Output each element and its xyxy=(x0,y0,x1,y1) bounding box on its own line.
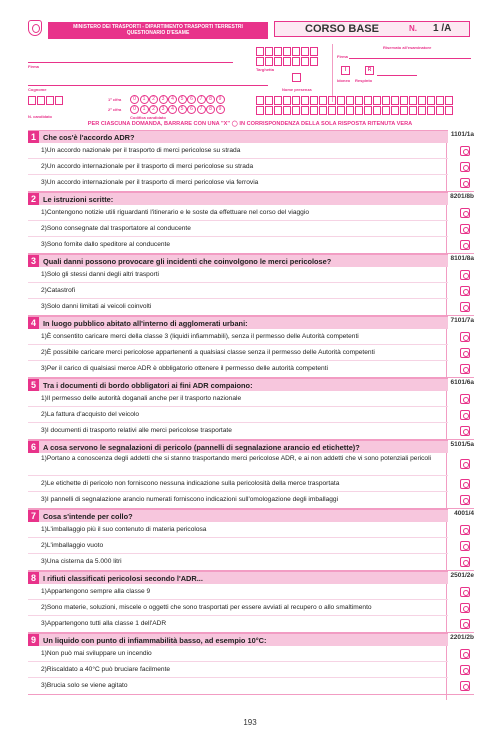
question-code: 5101/5a xyxy=(450,441,474,448)
form-number: 1 /A xyxy=(433,23,452,34)
answer-text: 3)Una cisterna da 5.000 litri xyxy=(41,558,122,565)
question-text: Quali danni possono provocare gli incidenti che coinvolgono le merci pericolose? xyxy=(43,257,332,266)
question-number: 6 xyxy=(28,441,39,453)
answer-option xyxy=(28,407,448,423)
answer-text: 3)Solo danni limitati ai veicoli coinvolti xyxy=(41,303,152,310)
answer-list xyxy=(28,646,448,694)
question-3 xyxy=(28,254,474,316)
form-header xyxy=(28,20,474,42)
question-2 xyxy=(28,192,474,254)
answer-text: 2)La fattura d'acquisto del veicolo xyxy=(41,411,140,418)
question-number: 7 xyxy=(28,510,39,522)
examiner-firma-line[interactable] xyxy=(349,58,471,59)
question-6 xyxy=(28,440,474,509)
answer-option xyxy=(28,646,448,662)
answer-text: 2)L'imballaggio vuoto xyxy=(41,542,104,549)
question-header xyxy=(28,254,448,267)
answer-checkbox[interactable] xyxy=(460,302,470,312)
answer-option xyxy=(28,522,448,538)
answer-list xyxy=(28,329,448,377)
targhetta-boxes[interactable] xyxy=(256,47,319,56)
questionnaire-label: QUESTIONARIO D'ESAME xyxy=(126,29,190,36)
answer-option xyxy=(28,159,448,175)
question-9 xyxy=(28,633,474,695)
answer-option xyxy=(28,662,448,678)
answer-checkbox[interactable] xyxy=(460,286,470,296)
course-box xyxy=(274,21,470,37)
answer-checkbox[interactable] xyxy=(460,665,470,675)
question-text: I rifiuti classificati pericolosi secondo l'ADR... xyxy=(43,574,203,583)
answer-text: 2)Catastrofi xyxy=(41,287,76,294)
answer-option xyxy=(28,175,448,191)
cifra1-label: 1ª cifra xyxy=(108,97,122,102)
ncandidato-boxes[interactable] xyxy=(28,96,64,105)
targhetta-boxes-2[interactable] xyxy=(256,57,319,66)
question-code: 2201/2b xyxy=(450,634,474,641)
nome-box[interactable] xyxy=(292,73,301,82)
answer-checkbox[interactable] xyxy=(460,270,470,280)
examiner-section xyxy=(332,44,474,102)
question-header xyxy=(28,130,448,143)
nome-label: Nome presenza xyxy=(282,87,312,92)
question-number: 5 xyxy=(28,379,39,391)
ministry-name: MINISTERO DEI TRASPORTI - DIPARTIMENTO TRASPORTI TERRESTRI xyxy=(73,24,243,30)
question-number: 1 xyxy=(28,131,39,143)
answer-checkbox[interactable] xyxy=(460,240,470,250)
course-title: CORSO BASE xyxy=(305,23,379,35)
targhetta-label: Targhetta xyxy=(256,67,274,72)
answer-option xyxy=(28,600,448,616)
answer-checkbox[interactable] xyxy=(460,603,470,613)
answer-option xyxy=(28,221,448,237)
answer-text: 1)Contengono notizie utili riguardanti l'itinerario e le soste da effettuare nel corso del viaggio xyxy=(41,209,309,216)
firma-line[interactable] xyxy=(28,62,233,63)
firma-label: Firma xyxy=(28,64,39,69)
question-code: 6101/6a xyxy=(450,379,474,386)
answer-text: 3)Un accordo internazionale per il trasporto di merci pericolose via ferrovia xyxy=(41,179,259,186)
answer-text: 3)Brucia solo se viene agitato xyxy=(41,682,128,689)
answer-checkbox[interactable] xyxy=(460,649,470,659)
answer-option xyxy=(28,299,448,315)
digit-row-1[interactable]: 0 1 2 3 4 5 6 7 8 9 xyxy=(130,95,225,104)
answer-text: 1)Solo gli stessi danni degli altri trasporti xyxy=(41,271,160,278)
question-code: 7101/7a xyxy=(450,317,474,324)
answer-checkbox[interactable] xyxy=(460,541,470,551)
answer-text: 3)Appartengono tutti alla classe 1 dell'ADR xyxy=(41,620,167,627)
question-header xyxy=(28,378,448,391)
instructions: PER CIASCUNA DOMANDA, BARRARE CON UNA "X" ◯ IN CORRISPONDENZA DELLA SOLA RISPOSTA RITENUTA VERA xyxy=(87,121,413,127)
answer-list xyxy=(28,205,448,253)
answer-text: 1)Il permesso delle autorità doganali anche per il trasporto nazionale xyxy=(41,395,242,402)
question-code: 8201/8b xyxy=(450,193,474,200)
question-text: A cosa servono le segnalazioni di pericolo (pannelli di segnalazione arancio ed etichette)? xyxy=(43,443,360,452)
answer-option xyxy=(28,361,448,377)
answer-text: 1)Appartengono sempre alla classe 9 xyxy=(41,588,151,595)
question-code: 1101/1a xyxy=(450,131,474,138)
answer-checkbox[interactable] xyxy=(460,495,470,505)
answer-text: 1)Un accordo nazionale per il trasporto di merci pericolose su strada xyxy=(41,147,241,154)
question-code: 4001/4 xyxy=(454,510,474,517)
answer-checkbox[interactable] xyxy=(460,364,470,374)
answer-text: 3)Per il carico di qualsiasi merce ADR è obbligatorio ottenere il permesso delle autorità competenti xyxy=(41,365,328,372)
question-number: 8 xyxy=(28,572,39,584)
answer-checkbox[interactable] xyxy=(460,224,470,234)
answer-checkbox[interactable] xyxy=(460,525,470,535)
answer-checkbox[interactable] xyxy=(460,426,470,436)
answer-option xyxy=(28,345,448,361)
answer-text: 3)I pannelli di segnalazione arancio numerati forniscono indicazioni sull'omologazione degli imballaggi xyxy=(41,496,339,503)
answer-option xyxy=(28,267,448,283)
respinto-label: Respinto xyxy=(355,78,373,83)
answer-checkbox[interactable] xyxy=(460,394,470,404)
answer-list xyxy=(28,522,448,570)
answer-checkbox[interactable] xyxy=(460,557,470,567)
answer-option xyxy=(28,492,448,508)
question-text: Che cos'è l'accordo ADR? xyxy=(43,133,135,142)
answer-list xyxy=(28,267,448,315)
ncandidato-label: N. candidato xyxy=(28,114,53,119)
question-number: 9 xyxy=(28,634,39,646)
answer-text: 2)Riscaldato a 40°C può bruciare facilmente xyxy=(41,666,171,673)
question-header xyxy=(28,509,448,522)
answer-checkbox[interactable] xyxy=(460,681,470,691)
answer-option xyxy=(28,237,448,253)
codifica-boxes-1[interactable] xyxy=(256,96,454,105)
answer-option xyxy=(28,476,448,492)
answer-checkbox[interactable] xyxy=(460,332,470,342)
answer-checkbox[interactable] xyxy=(460,479,470,489)
idoneo-checkbox[interactable]: I xyxy=(341,66,350,75)
answer-list xyxy=(28,391,448,439)
answer-text: 2)Un accordo internazionale per il trasporto di merci pericolose su strada xyxy=(41,163,254,170)
number-label: N. xyxy=(409,24,417,33)
answer-checkbox[interactable] xyxy=(460,162,470,172)
question-header xyxy=(28,633,448,646)
republic-emblem-icon xyxy=(28,20,42,36)
cifra2-label: 2ª cifra xyxy=(108,107,122,112)
examiner-firma-label: Firma xyxy=(337,54,348,59)
answer-text: 2)Le etichette di pericolo non forniscono nessuna indicazione sulla pericolosità della merce trasportata xyxy=(41,480,340,487)
answer-text: 2)Sono consegnate dal trasportatore al conducente xyxy=(41,225,191,232)
answer-checkbox[interactable] xyxy=(460,146,470,156)
answer-checkbox[interactable] xyxy=(460,587,470,597)
cognome-line[interactable] xyxy=(28,85,268,86)
respinto-line[interactable] xyxy=(377,75,417,76)
question-number: 2 xyxy=(28,193,39,205)
answer-option xyxy=(28,423,448,439)
answer-option xyxy=(28,391,448,407)
answer-checkbox[interactable] xyxy=(460,178,470,188)
riservato-label: Riservato all'esaminatore xyxy=(383,45,432,50)
answer-checkbox[interactable] xyxy=(460,348,470,358)
question-code: 8101/8a xyxy=(450,255,474,262)
question-header xyxy=(28,316,448,329)
answer-option xyxy=(28,678,448,694)
answer-list xyxy=(28,143,448,191)
answer-list xyxy=(28,584,448,632)
respinto-checkbox[interactable]: R xyxy=(365,66,374,75)
answer-text: 1)È consentito caricare merci della classe 3 (liquidi infiammabili), senza il permesso delle Autorità competenti xyxy=(41,333,359,340)
answer-text: 3)Sono fornite dallo speditore al conducente xyxy=(41,241,171,248)
answer-option xyxy=(28,143,448,159)
answer-text: 2)È possibile caricare merci pericolose appartenenti a qualsiasi classe senza il permesso delle Autorità competenti xyxy=(41,349,375,356)
answer-list xyxy=(28,453,448,508)
question-1 xyxy=(28,130,474,192)
question-5 xyxy=(28,378,474,440)
question-code: 2501/2e xyxy=(450,572,474,579)
codifica-boxes-2[interactable] xyxy=(256,106,454,115)
question-text: Cosa s'intende per collo? xyxy=(43,512,133,521)
answer-option xyxy=(28,205,448,221)
ministry-banner xyxy=(48,22,268,39)
answer-option xyxy=(28,616,448,632)
codifica-label: Codifica candidato xyxy=(130,115,166,120)
answer-text: 1)Non può mai sviluppare un incendio xyxy=(41,650,152,657)
question-8 xyxy=(28,571,474,633)
page-number: 193 xyxy=(243,718,257,727)
answer-checkbox[interactable] xyxy=(460,459,470,469)
answer-text: 1)L'imballaggio più il suo contenuto di materia pericolosa xyxy=(41,526,207,533)
question-header xyxy=(28,440,448,453)
answer-checkbox[interactable] xyxy=(460,208,470,218)
answer-option xyxy=(28,584,448,600)
cognome-label: Cognome xyxy=(28,87,47,92)
question-header xyxy=(28,571,448,584)
answer-checkbox[interactable] xyxy=(460,619,470,629)
answer-text: 3)I documenti di trasporto relativi alle merci pericolose trasportate xyxy=(41,427,232,434)
questions-area xyxy=(28,130,474,695)
question-text: Le istruzioni scritte: xyxy=(43,195,114,204)
question-text: Tra i documenti di bordo obbligatori ai fini ADR compaiono: xyxy=(43,381,253,390)
answer-option xyxy=(28,283,448,299)
answer-option xyxy=(28,453,448,476)
question-number: 3 xyxy=(28,255,39,267)
question-text: Un liquido con punto di infiammabilità basso, ad esempio 10°C: xyxy=(43,636,267,645)
question-header xyxy=(28,192,448,205)
answer-option xyxy=(28,329,448,345)
answer-option xyxy=(28,538,448,554)
answer-checkbox[interactable] xyxy=(460,410,470,420)
question-4 xyxy=(28,316,474,378)
question-7 xyxy=(28,509,474,571)
digit-row-2[interactable]: 0 1 2 3 4 5 6 7 8 9 xyxy=(130,105,225,114)
answer-text: 2)Sono materie, soluzioni, miscele o oggetti che sono trasportati per essere avviati al recupero o allo smaltimento xyxy=(41,604,372,611)
question-number: 4 xyxy=(28,317,39,329)
idoneo-label: Idoneo xyxy=(337,78,351,83)
answer-text: 1)Portano a conoscenza degli addetti che si stanno trasportando merci pericolose ADR, e ai non addetti che vi sono potenziali pericoli xyxy=(41,455,431,462)
answer-option xyxy=(28,554,448,570)
question-text: In luogo pubblico abitato all'interno di agglomerati urbani: xyxy=(43,319,248,328)
